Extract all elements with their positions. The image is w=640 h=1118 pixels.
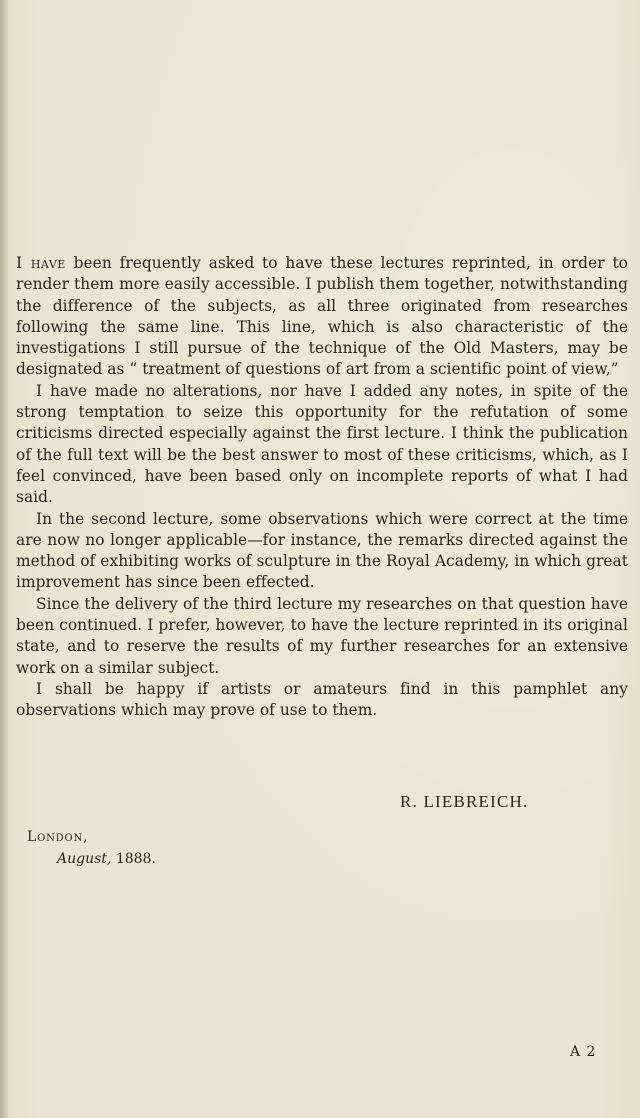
dateline-date — [57, 851, 156, 867]
preface-paragraph-4: Since the delivery of the third lecture my researches on that question have been continued. I prefer, however, to have the lecture reprinted in its original state, and to reserve the results of my further researches for an extensive work on a similar subject. — [16, 594, 628, 677]
page-gutter — [0, 0, 8, 1118]
dateline-month: August, — [57, 851, 112, 867]
printer-signature-mark: A 2 — [570, 1044, 597, 1060]
preface-paragraph-3: In the second lecture, some observations which were correct at the time are now no longer applicable—for instance, the remarks directed against the method of exhibiting works of sculpture in the Royal Academy, in which great improvement has since been effected. — [16, 509, 628, 592]
author-signature: R. LIEBREICH. — [400, 792, 529, 811]
preface-paragraph-2: I have made no alterations, nor have I added any notes, in spite of the strong temptation to seize this opportunity for the refutation of some criticisms directed especially against the first lecture. I think the publication of the full text will be the best answer to most of these criticisms, which, as I feel convinced, have been based only on incomplete reports of what I had said. — [16, 381, 628, 507]
paragraph-text: been frequently asked to have these lectures reprinted, in order to render them more easily accessible. I publish them together, notwithstanding the difference of the subjects, as all three originated from researches following the same line. This line, which is also characteristic of the investigations I still pursue of the technique of the Old Masters, may be designated as “ treatment of questions of art from a scientific point of view,” — [16, 254, 628, 379]
dateline-year: 1888. — [111, 851, 156, 867]
opening-words: I have — [16, 254, 66, 272]
dateline-place: London, — [27, 829, 89, 845]
preface-paragraph-5: I shall be happy if artists or amateurs find in this pamphlet any observations which may prove of use to them. — [16, 679, 628, 720]
preface-paragraph-1 — [16, 253, 628, 381]
preface-text — [16, 253, 628, 722]
